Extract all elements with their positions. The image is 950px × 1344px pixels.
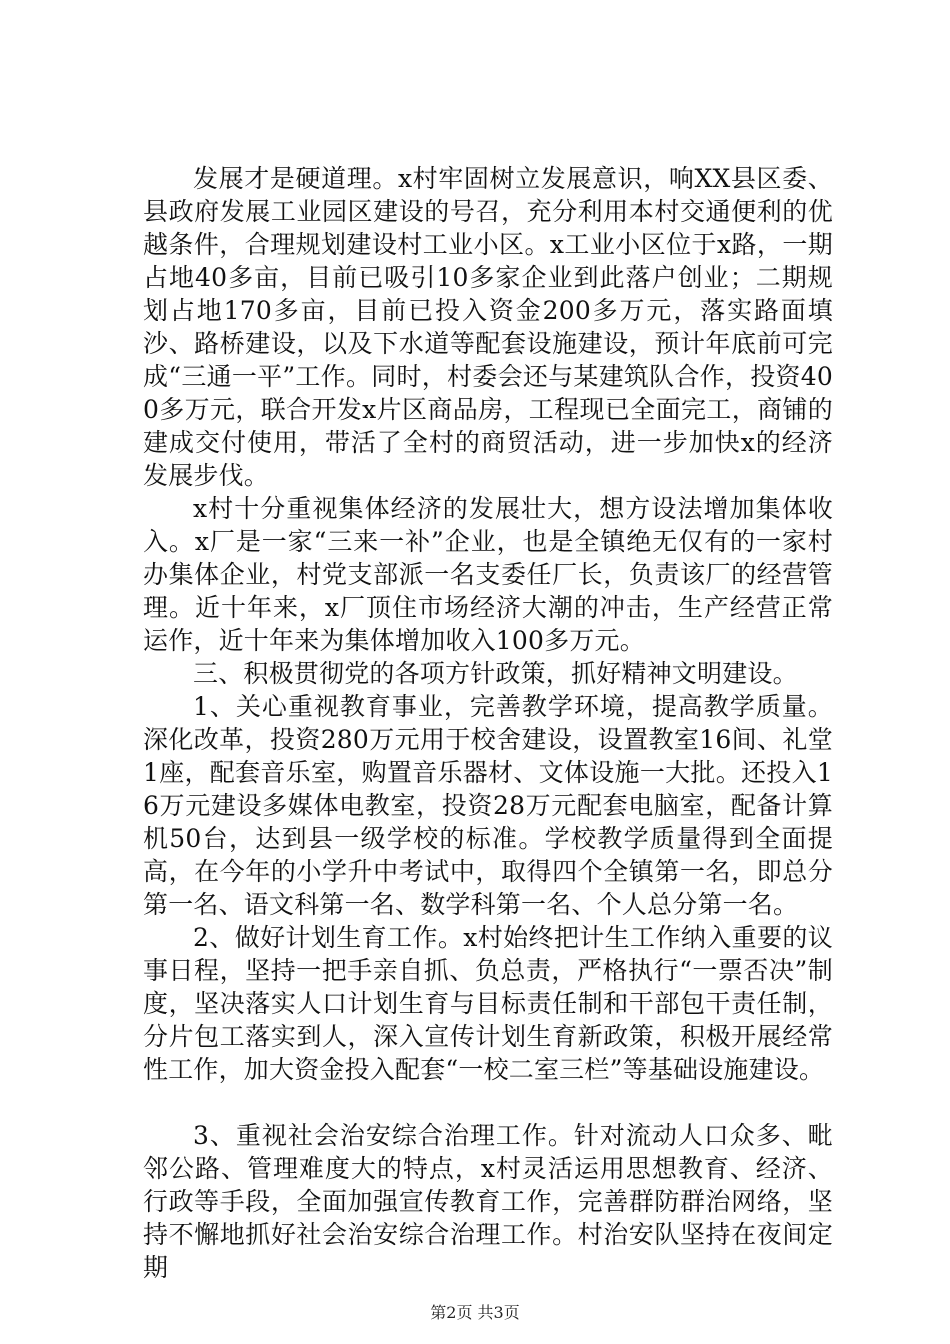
page-number-footer: 第2页 共3页	[430, 1303, 520, 1322]
document-body	[143, 162, 833, 1284]
paragraph-public-security: 3、重视社会治安综合治理工作。针对流动人口众多、毗邻公路、管理难度大的特点，x村灵活运用思想教育、经济、行政等手段，全面加强宣传教育工作，完善群防群治网络，坚持不懈地抓好社会治安综合治理工作。村治安队坚持在夜间定期	[143, 1121, 833, 1282]
paragraph-economic-development: 发展才是硬道理。x村牢固树立发展意识，响XX县区委、县政府发展工业园区建设的号召，充分利用本村交通便利的优越条件，合理规划建设村工业小区。x工业小区位于x路，一期占地40多亩，目前已吸引10多家企业到此落户创业；二期规划占地170多亩，目前已投入资金200多万元，落实路面填沙、路桥建设，以及下水道等配套设施建设，预计年底前可完成“三通一平”工作。同时，村委会还与某建筑队合作，投资400多万元，联合开发x片区商品房，工程现已全面完工，商铺的建成交付使用，带活了全村的商贸活动，进一步加快x的经济发展步伐。	[143, 164, 833, 490]
section-heading-spiritual-civilization: 三、积极贯彻党的各项方针政策，抓好精神文明建设。	[193, 659, 798, 688]
paragraph-education: 1、关心重视教育事业，完善教学环境，提高教学质量。深化改革，投资280万元用于校舍建设，设置教室16间、礼堂1座，配套音乐室，购置音乐器材、文体设施一大批。还投入16万元建设多媒体电教室，投资28万元配套电脑室，配备计算机50台，达到县一级学校的标准。学校教学质量得到全面提高，在今年的小学升中考试中，取得四个全镇第一名，即总分第一名、语文科第一名、数学科第一名、个人总分第一名。	[143, 692, 833, 919]
paragraph-family-planning: 2、做好计划生育工作。x村始终把计生工作纳入重要的议事日程，坚持一把手亲自抓、负总责，严格执行“一票否决”制度，坚决落实人口计划生育与目标责任制和干部包干责任制，分片包工落实到人，深入宣传计划生育新政策，积极开展经常性工作，加大资金投入配套“一校二室三栏”等基础设施建设。	[143, 923, 833, 1084]
paragraph-collective-economy: x村十分重视集体经济的发展壮大，想方设法增加集体收入。x厂是一家“三来一补”企业，也是全镇绝无仅有的一家村办集体企业，村党支部派一名支委任厂长，负责该厂的经营管理。近十年来，x厂顶住市场经济大潮的冲击，生产经营正常运作，近十年来为集体增加收入100多万元。	[143, 494, 833, 655]
